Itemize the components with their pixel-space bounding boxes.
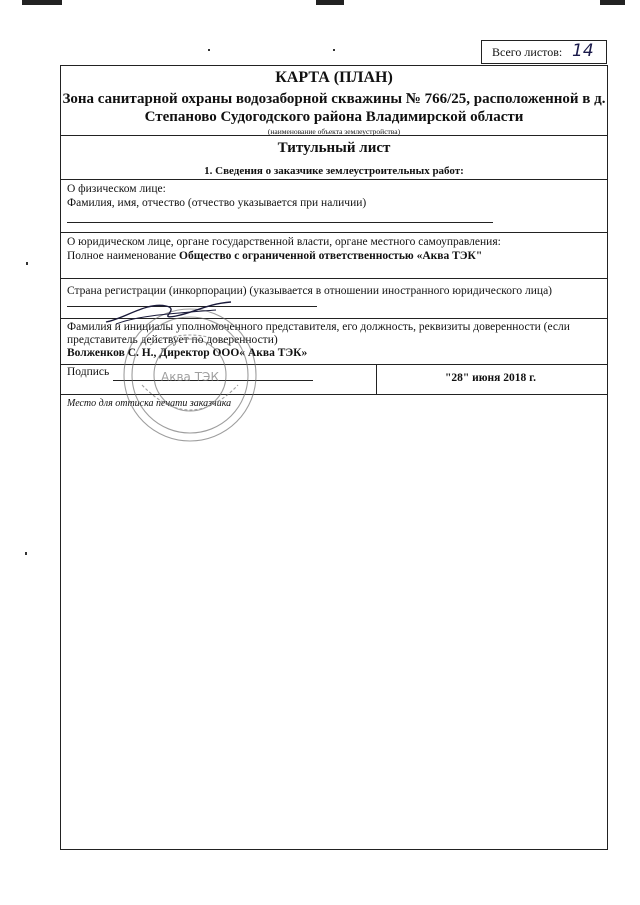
representative-value: Волженков С. Н., Директор ООО« Аква ТЭК»	[67, 347, 308, 359]
speck	[26, 262, 28, 265]
total-sheets-box	[481, 40, 607, 64]
object-name-line1: Зона санитарной охраны водозаборной скважины № 766/25, расположенной в д.	[62, 91, 606, 107]
divider	[61, 135, 607, 136]
seal-label: Место для оттиска печати заказчика	[67, 398, 232, 409]
divider	[61, 179, 607, 180]
map-title: КАРТА (ПЛАН)	[275, 69, 393, 86]
stamp-text: Аква ТЭК	[161, 370, 219, 384]
speck	[25, 552, 27, 555]
individual-label: О физическом лице:	[67, 183, 166, 195]
handwritten-signature	[96, 298, 236, 328]
scan-mark-right	[600, 0, 625, 5]
legal-entity-name-label: Полное наименование	[67, 250, 177, 262]
document-frame	[60, 65, 608, 850]
legal-entity-name-value: Общество с ограниченной ответственностью «Аква ТЭК"	[179, 250, 483, 262]
individual-name-label: Фамилия, имя, отчество (отчество указывается при наличии)	[67, 197, 367, 209]
representative-label-line1: Фамилия и инициалы уполномоченного представителя, его должность, реквизиты доверенности (если	[67, 321, 570, 333]
speck	[333, 49, 335, 51]
legal-entity-name-row	[67, 250, 482, 262]
signature-divider	[376, 364, 377, 394]
divider	[61, 278, 607, 279]
object-name-line2: Степаново Судогодского района Владимирской области	[144, 109, 524, 125]
representative-label-line2: представитель действует по доверенности)	[67, 334, 278, 346]
scan-mark-center	[316, 0, 344, 5]
scan-mark-left	[22, 0, 62, 5]
total-sheets-label: Всего листов:	[492, 45, 563, 59]
country-label: Страна регистрации (инкорпорации) (указывается в отношении иностранного юридического лица)	[67, 285, 552, 297]
object-caption: (наименование объекта землеустройства)	[267, 127, 401, 136]
total-sheets-value: 14	[572, 41, 594, 61]
title-sheet-heading: Титульный лист	[277, 140, 391, 156]
individual-name-line	[67, 222, 493, 223]
section-heading: 1. Сведения о заказчике землеустроительных работ:	[204, 165, 464, 177]
divider	[61, 232, 607, 233]
legal-entity-label: О юридическом лице, органе государственной власти, органе местного самоуправления:	[67, 236, 501, 248]
signature-label: Подпись	[67, 366, 110, 378]
speck	[208, 49, 210, 51]
signature-date: "28" июня 2018 г.	[445, 372, 536, 384]
